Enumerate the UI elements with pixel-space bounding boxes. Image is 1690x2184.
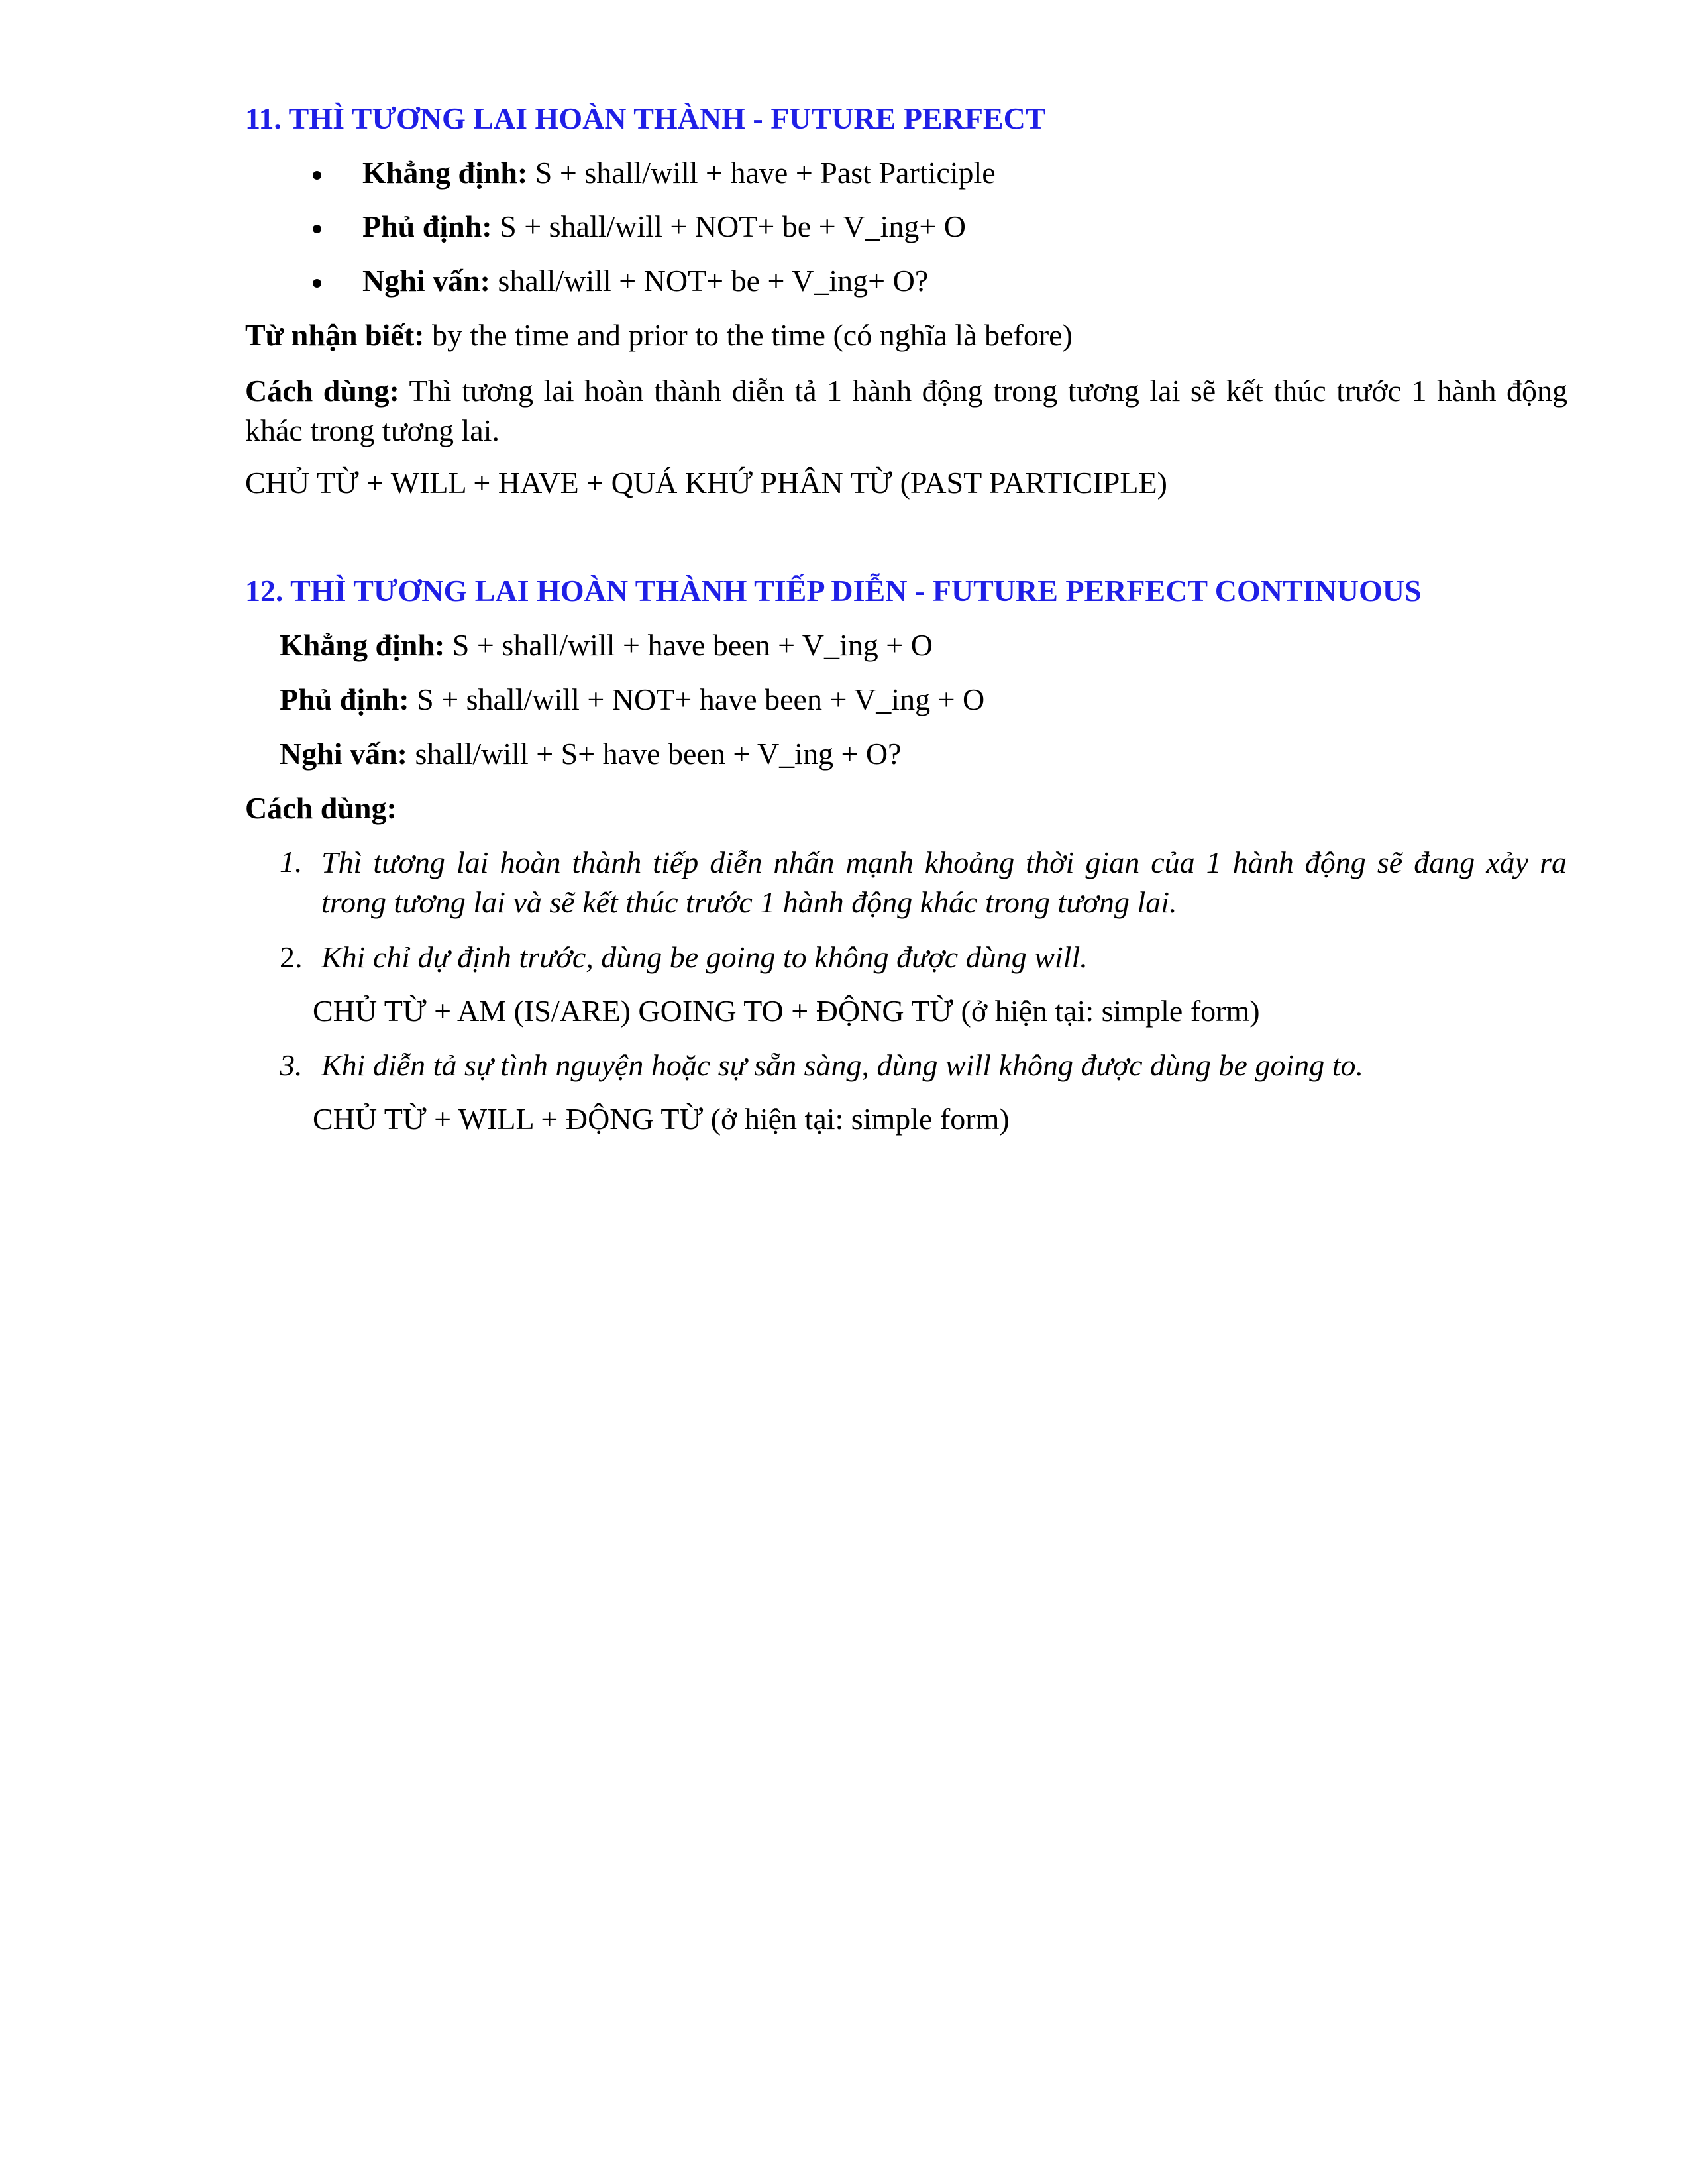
bullet-icon [313,225,321,233]
usage-item-3-text: Khi diễn tả sự tình nguyện hoặc sự sẵn sàng, dùng will không được dùng be going to. [321,1048,1364,1082]
usage-item-number: 2. [280,940,303,974]
negative-label: Phủ định: [362,209,492,243]
interrogative-label: Nghi vấn: [280,737,407,771]
affirmative-text: S + shall/will + have + Past Participle [527,156,996,190]
bullet-icon [313,279,321,288]
signal-words-label: Từ nhận biết: [245,318,425,352]
signal-words-text: by the time and prior to the time (có nghĩa là before) [424,318,1073,352]
interrogative-text: shall/will + NOT+ be + V_ing+ O? [490,264,929,298]
usage-paragraph [245,371,1567,451]
negative-text: S + shall/will + NOT+ be + V_ing+ O [492,209,966,243]
affirmative-form [362,154,996,192]
formula: CHỦ TỪ + AM (IS/ARE) GOING TO + ĐỘNG TỪ (ở hiện tại: simple form) [313,994,1260,1028]
usage-item-2-text: Khi chỉ dự định trước, dùng be going to không được dùng will. [321,940,1088,974]
usage-item-number: 3. [280,1048,303,1082]
section-11-heading: 11. THÌ TƯƠNG LAI HOÀN THÀNH - FUTURE PERFECT [245,101,1046,135]
usage-text: Thì tương lai hoàn thành diễn tả 1 hành động trong tương lai sẽ kết thúc trước 1 hành động khác trong tương lai. [245,374,1567,447]
affirmative-text: S + shall/will + have been + V_ing + O [445,628,933,662]
affirmative-label: Khẳng định: [280,628,445,662]
bullet-icon [313,171,321,180]
interrogative-label: Nghi vấn: [362,264,490,298]
negative-form [362,207,966,246]
usage-label: Cách dùng: [245,374,399,408]
interrogative-form [280,735,902,773]
affirmative-label: Khẳng định: [362,156,528,190]
interrogative-form [362,262,928,300]
usage-label: Cách dùng: [245,791,397,825]
signal-words [245,316,1073,355]
section-12-heading: 12. THÌ TƯƠNG LAI HOÀN THÀNH TIẾP DIỄN - FUTURE PERFECT CONTINUOUS [245,574,1422,608]
interrogative-text: shall/will + S+ have been + V_ing + O? [407,737,902,771]
formula: CHỦ TỪ + WILL + HAVE + QUÁ KHỨ PHÂN TỪ (PAST PARTICIPLE) [245,466,1167,500]
negative-label: Phủ định: [280,682,409,716]
formula: CHỦ TỪ + WILL + ĐỘNG TỪ (ở hiện tại: simple form) [313,1102,1010,1136]
usage-item-1-text: Thì tương lai hoàn thành tiếp diễn nhấn mạnh khoảng thời gian của 1 hành động sẽ đang xảy ra trong tương lai và sẽ kết thúc trước 1 hành động khác trong tương lai. [321,846,1567,919]
affirmative-form [280,626,933,665]
negative-text: S + shall/will + NOT+ have been + V_ing + O [409,682,985,716]
negative-form [280,681,984,719]
usage-item-number: 1. [280,845,303,879]
